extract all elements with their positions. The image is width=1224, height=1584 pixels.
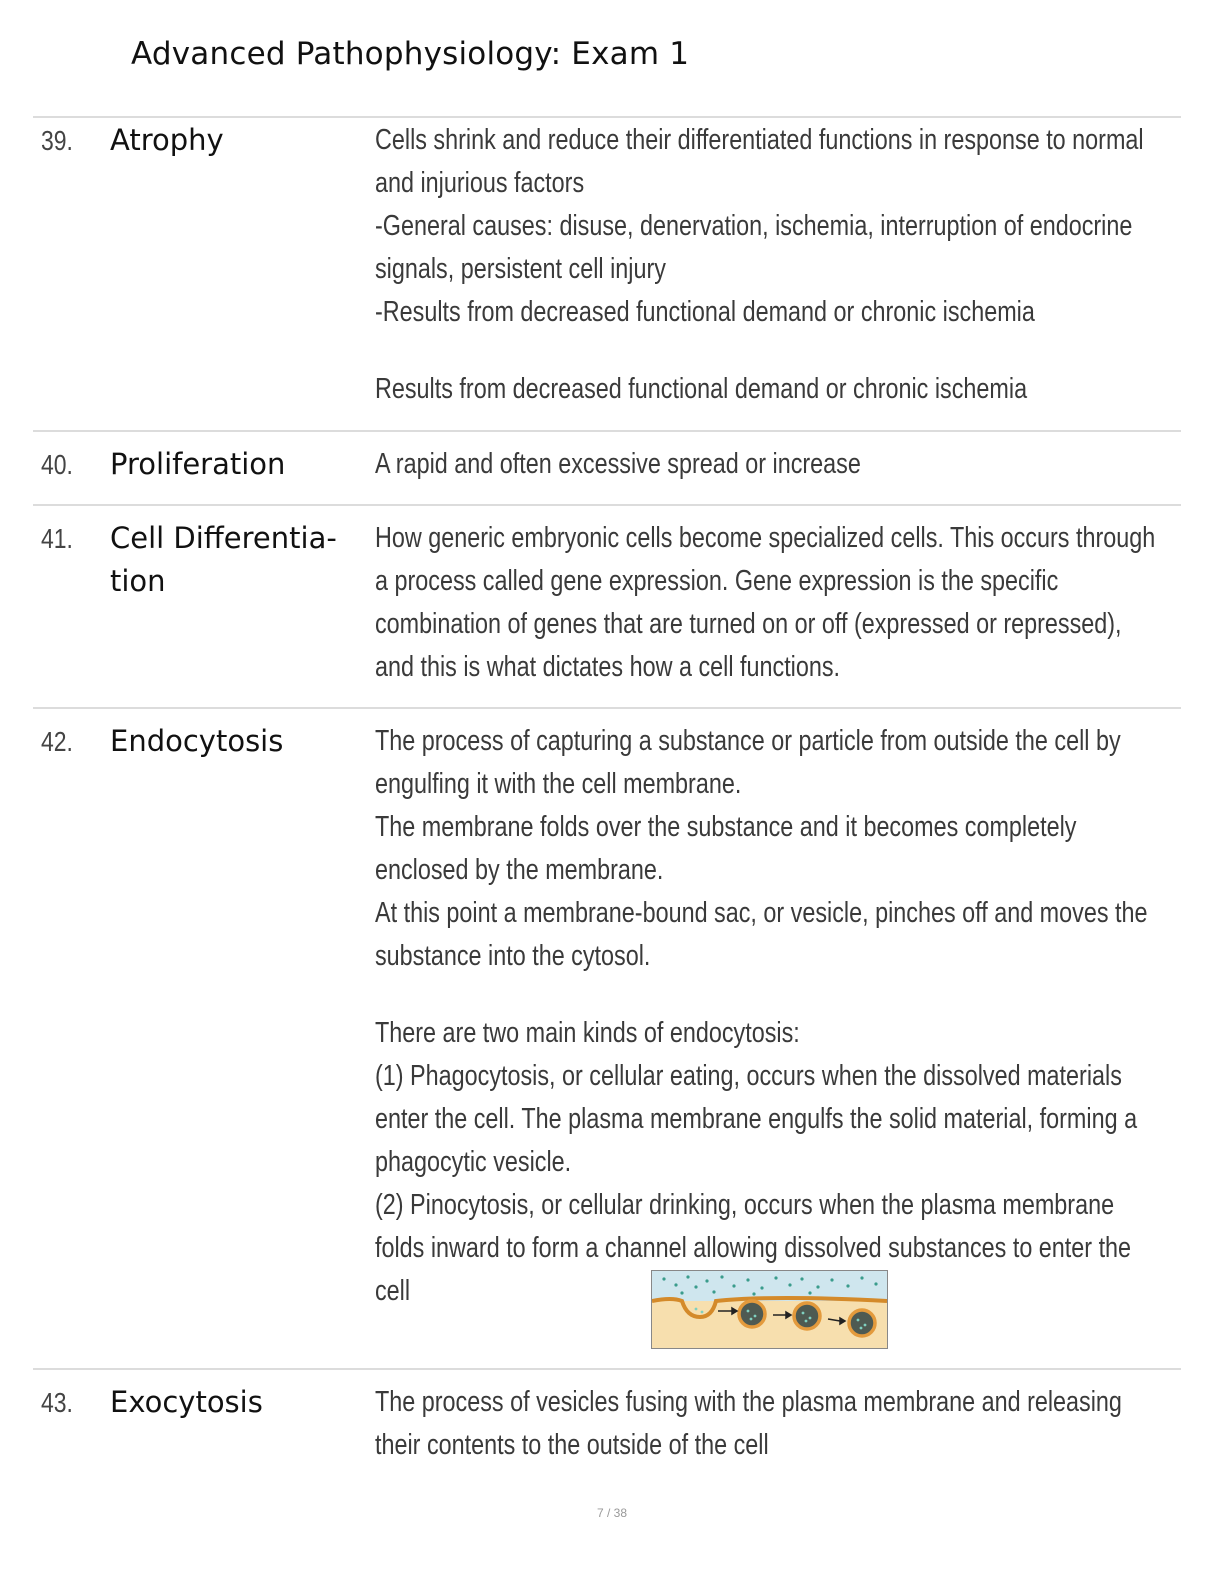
definition-line: At this point a membrane-bound sac, or vesicle, pinches off and moves the substance into the cytosol. — [375, 897, 1148, 972]
divider — [33, 1368, 1181, 1370]
entry-definition — [375, 443, 1162, 486]
divider — [33, 504, 1181, 506]
page-title: Advanced Pathophysiology: Exam 1 — [131, 36, 690, 72]
entry-term: Exocytosis — [110, 1385, 263, 1419]
divider — [33, 707, 1181, 709]
definition-line: (2) Pinocytosis, or cellular drinking, occurs when the plasma membrane folds inward to form a channel allowing dissolved substances to enter the cell — [375, 1189, 1132, 1307]
definition-line: How generic embryonic cells become specialized cells. This occurs through a process called gene expression. Gene expression is the specific combination of genes that are turned on or off (expressed or repressed), and this is what dictates how a cell functions. — [375, 522, 1156, 683]
definition-line: A rapid and often excessive spread or increase — [375, 448, 861, 480]
page-number: 7 / 38 — [596, 1506, 628, 1520]
entry-number: 40. — [41, 449, 73, 480]
entry-definition — [375, 1381, 1162, 1467]
definition-line: The process of vesicles fusing with the plasma membrane and releasing their contents to the outside of the cell — [375, 1386, 1122, 1461]
definition-line: The process of capturing a substance or particle from outside the cell by engulfing it with the cell membrane. — [375, 725, 1121, 800]
definition-line: (1) Phagocytosis, or cellular eating, occurs when the dissolved materials enter the cell. The plasma membrane engulfs the solid material, forming a phagocytic vesicle. — [375, 1060, 1138, 1178]
divider — [33, 116, 1181, 118]
definition-line: The membrane folds over the substance and it becomes completely enclosed by the membrane. — [375, 811, 1077, 886]
entry-definition — [375, 720, 1162, 1313]
definition-line: -General causes: disuse, denervation, ischemia, interruption of endocrine signals, persistent cell injury — [375, 210, 1133, 285]
entry-term: Proliferation — [110, 447, 286, 481]
entry-number: 42. — [41, 726, 73, 757]
definition-line: There are two main kinds of endocytosis: — [375, 1017, 800, 1049]
entry-number: 43. — [41, 1387, 73, 1418]
definition-line: Results from decreased functional demand or chronic ischemia — [375, 373, 1028, 405]
entry-definition — [375, 119, 1162, 411]
divider — [33, 430, 1181, 432]
entry-term: Cell Differentia- tion — [110, 521, 337, 598]
entry-number: 39. — [41, 125, 73, 156]
entry-term: Atrophy — [110, 123, 224, 157]
entry-number: 41. — [41, 523, 73, 554]
definition-line: Cells shrink and reduce their differentiated functions in response to normal and injurious factors — [375, 124, 1144, 199]
entry-term: Endocytosis — [110, 724, 284, 758]
definition-line: -Results from decreased functional demand or chronic ischemia — [375, 296, 1035, 328]
endocytosis-illustration — [651, 1270, 888, 1349]
entry-definition — [375, 517, 1162, 689]
